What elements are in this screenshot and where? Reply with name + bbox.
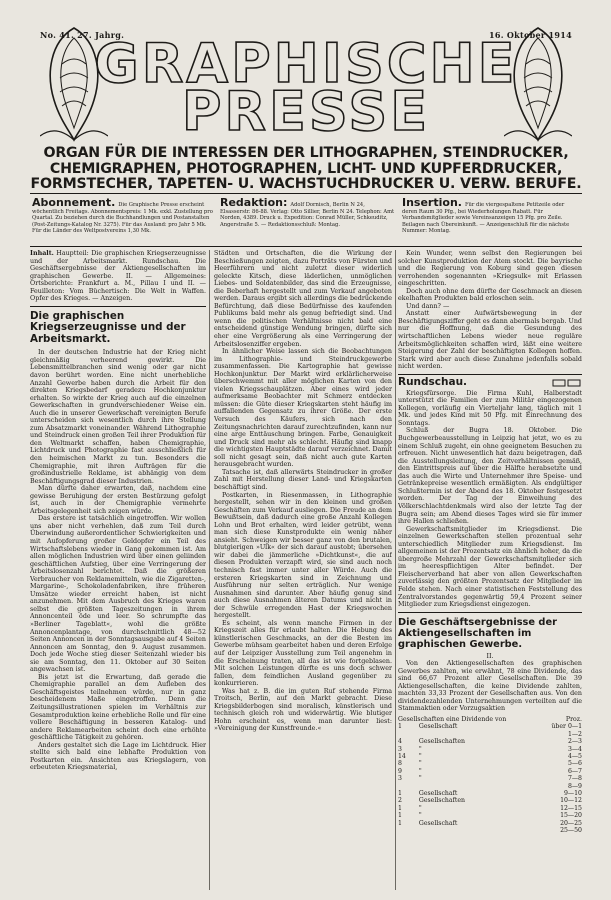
inhalt-label: Inhalt. — [30, 250, 54, 257]
aktien-intro: Von den Aktiengesellschaften des graphischen Gewerbes zahlten, wie erwähnt, 78 eine Dividende, das sind 66,67 Prozent aller Gesellschaften. Die 39 Aktiengesellschaften, die keine Dividende zahlten, machten 33,33 Prozent der Gesellschaften aus. Von den dividendezahlenden Unternehmungen verteilten auf die Stammaktien oder Vorzugsaktien — [398, 660, 582, 713]
table-cell-range: 25—50 — [560, 827, 582, 835]
table-cell-label: " — [418, 804, 422, 812]
table-cell-range: 7—8 — [567, 775, 582, 783]
redaktion-box — [220, 196, 396, 228]
table-cell-label: Gesellschaften — [418, 738, 466, 746]
table-cell-label: " — [418, 753, 422, 761]
table-cell-range: 8—9 — [567, 782, 582, 790]
table-cell-count — [398, 827, 419, 834]
table-row — [398, 738, 582, 745]
redaktion-heading: Redaktion: — [220, 196, 288, 209]
table-row — [398, 731, 582, 738]
article-paragraph: Tatsache ist, daß allerwärts Steindrucker in großer Zahl mit Herstellung dieser Land- und Kriegskarten beschäftigt sind. — [214, 468, 392, 491]
table-cell-count: 8 — [398, 760, 402, 768]
insertion-box — [402, 196, 580, 235]
table-cell-range: 1—2 — [567, 730, 582, 738]
masthead — [30, 18, 582, 193]
article-paragraph: Anders gestaltet sich die Lage im Lichtdruck. Hier stellte sich bald eine lebhafte Produktion von Postkarten ein. Ansichten aus Kriegslagern, von erbeuteten Kriegsmaterial, — [30, 741, 206, 772]
article-paragraph: Postkarten, in Riesenmassen, in Lithographie hergestellt, sehen wir in den kleinen und großen Geschäften zum Verkauf ausliegen. Die Freude an dem Bewußtsein, daß dadurch eine große Anzahl Kollegen Lohn und Brot erhalten, wird leider getrübt, wenn man sich diese Kunstprodukte ein wenig näher ansieht. Schweigen wir besser ganz von den brutalen, blutgierigen »Ulk« der sich darauf austobt; übersehen wir dabei die jämmerliche »Dichtkunst«, die auf diesen Produkten verzapft wird, sie sind auch noch technisch fast immer unter aller Würde. Auch die ersteren Kriegskarten sind in Zeichnung und Ausführung nur selten erträglich. Nur wenige Ausnahmen sind darunter. Aber häufig genug sind auch diese Ausnahmen älteren Datums und nicht in der Schwüle erregenden Hast der Kriegswochen hergestellt. — [214, 491, 392, 620]
insertion-heading: Insertion. — [402, 196, 462, 209]
table-cell-range: 3—4 — [567, 745, 582, 753]
table-cell-count: 2 — [398, 797, 402, 805]
article-paragraph: Bis jetzt ist die Erwartung, daß gerade die Chemigraphie parallel an dem Aufleben des Geschäftsgeistes teilnehmen würde, nur in ganz bescheidenem Maße eingetroffen. Denn die Zeitungsillustrationen spielen im Verhältnis zur Gesamtproduktion keine erhebliche Rolle und für eine vollere Beschäftigung in besseren Katalog- und andere Reklamearbeiten scheint doch eine erhöhte geschäftliche Tätigkeit zu gehören. — [30, 673, 206, 742]
table-row — [398, 746, 582, 753]
divider — [398, 612, 582, 613]
article-paragraph: Kein Wunder, wenn selbst den Regierungen bei solcher Kunstproduktion der Atem stockt. Die bayrische und die Regierung von Koburg sind gegen diesen verrohenden sogenannten »Kriegsulk« mit Erlassen eingeschritten. — [398, 250, 582, 288]
masthead-subtitle: ORGAN FÜR DIE INTERESSEN DER LITHOGRAPHEN, STEINDRUCKER, CHEMIGRAPHEN, PHOTOGRAPHEN, LICHT- UND KUPFERDRUCKER, FORMSTECHER, TAPETEN- U. WACHSTUCHDRUCKER U. VERW. BERUFE. — [30, 145, 582, 192]
table-cell-count: 3 — [398, 745, 402, 753]
dividend-table — [398, 716, 582, 835]
table-row — [398, 827, 582, 834]
table-cell-count — [398, 783, 419, 790]
divider — [398, 374, 582, 375]
ornament-icon — [552, 379, 582, 387]
table-row — [398, 820, 582, 827]
column-2 — [214, 250, 392, 890]
redaktion-text: Adolf Dornisch, Berlin N 24, Elsasserstr. 86-88. Verlag: Otto Sillier, Berlin N 24. Telephon: Amt Norden, 4389. Druck u. Expedition: Conrad Müller, Schkeuditz, Angerstraße 5. — Redaktionsschluß: Montag. — [220, 202, 395, 228]
table-cell-range: 9—10 — [564, 790, 582, 798]
table-cell-label: " — [418, 812, 422, 820]
table-cell-label: Gesellschaft — [418, 790, 458, 798]
article-paragraph: Man dürfte daher erwarten, daß, nachdem eine gewisse Beruhigung der ersten Bestürzung gefolgt ist, auch in der Chemigraphie vermehrte Arbeitsgelegenheit sich zeigen würde. — [30, 485, 206, 515]
article-paragraph: Städten und Ortschaften, die die Wirkung der Beschießungen zeigten, dazu Porträts von Fürsten und Heerführern und nicht zuletzt dieser widerlich geleckte Kitsch, diese läderlichen, unmöglichen Liebes- und Soldatenbilder, das sind die Erzeugnisse, die Beberhaft hergestellt und zum Verkauf angeboten werden. Daraus ergibt sich allerdings die bedrückende Befürchtung, daß diese Bedürfnisse des kaufenden Publikums bald mehr als genug befriedigt sind. Und wenn die politischen Verhältnisse nicht bald eine entscheidend günstige Wendung bringen, dürfte sich eher eine Vergrößerung als eine Verringerung der Arbeitslosenziffer ergeben. — [214, 250, 392, 348]
column-1 — [30, 250, 206, 890]
article-paragraph: In der deutschen Industrie hat der Krieg nicht gleichmäßig verheerend gewirkt. Die Lebensmittelbranchen sind wenig oder gar nicht davon berührt worden. Eine nicht unerhebliche Anzahl Gewerbe haben durch die Arbeit für den direkten Kriegsbedarf geradezu Hochkonjunktur erhalten. So wirkte der Krieg auch auf die einzelnen Gewerkschaften in grundverschiedener Weise ein. Auch die in unserer Gewerkschaft vereinigten Berufe unterscheiden sich wesentlich durch ihre Stellung zum Absatzmarkt voneinander. Während Lithographie und Steindruck einen großen Teil ihrer Produktion für den Weltmarkt schaffen, haben Chemigraphie, Lichtdruck und Photographie fast ausschließlich für den heimischen Markt zu tun. Besonders die Chemigraphie, mit ihren Aufträgen für die großindustrielle Reklame, ist abhängig von dem Beschäftigungsgrad dieser Industrien. — [30, 349, 206, 485]
table-cell-count: 4 — [398, 738, 402, 746]
table-row — [398, 768, 582, 775]
table-cell-label: " — [418, 760, 422, 768]
table-cell-range: 2—3 — [567, 738, 582, 746]
question-line: Und dann? — — [406, 302, 450, 310]
divider — [30, 306, 206, 307]
article-paragraph: Es scheint, als wenn manche Firmen in der Kriegszeit alles für erlaubt halten. Die Hebung des künstlerischen Geschmacks, an der die Besten im Gewerbe mühsam gearbeitet haben und deren Erfolge auf der Leipziger Ausstellung zum Teil angenehm in die Erscheinung traten, all das ist wie fortgeblasen. Mit solchen Leistungen dürfte es uns doch schwer fallen, dem feindlichen Ausland gegenüber zu konkurrieren. — [214, 619, 392, 688]
column-rule — [209, 250, 210, 890]
info-bar — [30, 193, 582, 247]
table-row — [398, 753, 582, 760]
table-cell-label: Gesellschaft — [418, 723, 458, 731]
table-cell-count: 14 — [398, 753, 406, 761]
table-header-left: Gesellschaften eine Dividende von — [398, 715, 507, 723]
table-cell-count: 1 — [398, 723, 402, 731]
table-row — [398, 812, 582, 819]
article-paragraph: In ähnlicher Weise lassen sich die Beobachtungen im Lithographie- und Steindruckgewerbe zusammenfassen. Die Kartographie hat gewisse Hochkonjunktur. Der Markt wird erklärlicherweise überschwemmt mit aller möglichen Karten von den vielen Kriegsschauplätzen. Aber eines wird jeder aufmerksame Beobachter mit Schmerz entdecken müssen: die Güte dieser Kriegskarten steht häufig im auffallenden Gegensatz zu ihrer Größe. Der erste Versuch des Käufers, sich nach den Zeitungsnachrichten darauf zurechtzufinden, kann nur eine arge Enttäuschung bringen. Farbe, Genauigkeit und Druck sind mehr als schlecht. Häufig sind knapp die wichtigsten Hauptstädte darauf verzeichnet. Damit soll nicht gesagt sein, daß nicht auch gute Karten herausgebracht wurden. — [214, 348, 392, 469]
issue-date: 16. Oktober 1914 — [489, 30, 572, 40]
article-paragraph: Das erstere ist tatsächlich eingetroffen. Wir wollen uns aber nicht verhehlen, daß zum Teil durch Überwindung außerordentlicher Schwierigkeiten und mit Aufopferung großer Geldopfer ein Teil des Wirtschaftslebens wieder in Gang gekommen ist. Am allen möglichen Industrien wird über einen geliinden geschäftlichen Aufstieg, über eine Verringerung der Arbeitslosenzahl berichtet. Daß die größeren Verbraucher von Reklamemitteln, wie die Zigaretten-, Margarine-, Schokoladenfabriken, ihre früheren Umsätze wieder erreicht haben, ist nicht anzunehmen. Mit dem Ausbruch des Krieges waren selbst die größten Tageszeitungen in ihrem Annoncenteil öde und leer. So schrumpfte das »Berliner Tageblatt«, wohl die größte Annoncenplantage, von durchschnittlich 48—52 Seiten Annoncen in der Sonntagsausgabe auf 4 Seiten Annoncen am Sonntag, den 9. August zusammen. Doch jede Woche stieg dieser Seitenzahl wieder bis sie am Sonntag, den 11. Oktober auf 30 Seiten angewachsen ist. — [30, 515, 206, 674]
table-cell-count — [398, 731, 419, 738]
table-row — [398, 723, 582, 730]
table-row — [398, 775, 582, 782]
masthead-title-line1: GRAPHISCHE — [94, 32, 518, 95]
article-headline: Die graphischen Kriegserzeugnisse und der Arbeitsmarkt. — [30, 309, 186, 345]
table-row — [398, 790, 582, 797]
table-row — [398, 797, 582, 804]
inhalt-text: Hauptteil: Die graphischen Kriegserzeugnisse und der Arbeitsmarkt. Rundschau. Die Geschäftsergebnisse der Aktiengesellschaften im graphischen Gewerbe. II. — Allgemeines: Ortsberichte: Frankfurt a. M., Pillau I und II. — Feuilleton: Vom Büchertisch: Die Welt in Waffen. Opfer des Krieges. — Anzeigen. — [30, 250, 206, 303]
rundschau-paragraph: Gewerkschaftsmitglieder im Kriegsdienst. Die einzelnen Gewerkschaften stellen prozentual sehr unterschiedlich Mitglieder zum Kriegsdienst. Im allgemeinen ist der Prozentsatz ein ähnlich hoher, da die übergroße Mehrzahl der Gewerkschaftsmitglieder sich im heerespflichtigen Alter befindet. Der Fleischerverband hat aber von allen Gewerkschaften zuverlässig den größten Prozentsatz der Mitglieder im Felde stehen. Nach einer statistischen Feststellung des Zentralvorstandes gegenwärtig 59,4 Prozent seiner Mitglieder zum Kriegsdienst eingezogen. — [398, 525, 582, 609]
table-cell-range: 20—25 — [560, 819, 582, 827]
table-cell-range: 6—7 — [567, 767, 582, 775]
rundschau-heading — [398, 376, 582, 389]
table-cell-count: 3 — [398, 775, 402, 783]
column-3 — [398, 250, 582, 890]
table-header-right: Proz. — [565, 715, 582, 723]
abonnement-box — [32, 196, 214, 235]
table-cell-label — [419, 783, 542, 790]
column-rule — [395, 250, 396, 890]
issue-number: No. 41. 27. Jahrg. — [40, 30, 125, 40]
table-cell-label — [419, 731, 542, 738]
table-row — [398, 783, 582, 790]
table-cell-label: " — [418, 767, 422, 775]
abonnement-heading: Abonnement. — [32, 196, 116, 209]
table-cell-label: " — [418, 745, 422, 753]
insertion-text: Für die viergespaltene Petitzeile oder deren Raum 30 Pfg., bei Wiederholungen Rabatt. Für Verbandsmitglieder sowie Vereinsanzeigen 15 Pfg. pro Zeile. Beilagen nach Übereinkunft. — Anzeigenschluß für die nächste Nummer: Montag. — [402, 202, 570, 235]
table-cell-range: 10—12 — [560, 797, 582, 805]
table-cell-label: Gesellschaften — [418, 797, 466, 805]
table-cell-count: 1 — [398, 804, 402, 812]
rundschau-title: Rundschau. — [398, 376, 468, 389]
abonnement-text: Die Graphische Presse erscheint wöchentlich Freitags. Abonnementspreis: 1 Mk. exkl. Zustellung pro Quartal. Zu beziehen durch die Buchhandlungen und Postanstalten (Post-Zeitungs-Katalog Nr. 3275). Für das Ausland: pro Jahr 5 Mk. Für die Länder des Weltpostvereins 1,30 Mk. — [32, 202, 213, 235]
table-cell-count: 1 — [398, 790, 402, 798]
table-row — [398, 805, 582, 812]
aktien-numeral: II. — [486, 652, 494, 660]
table-cell-label: " — [418, 775, 422, 783]
table-cell-count: 1 — [398, 819, 402, 827]
article-paragraph: Anstatt einer Aufwärtsbewegung in der Beschäftigungsziffer geht es dann abermals bergab. Und nur die Hoffnung, daß die Gesundung des wirtschaftlichen Lebens wieder neue reguläre Arbeitsmöglichkeiten schaffen wird, läßt eine weitere Steigerung der Zahl der beschäftigten Kollegen hoffen. Stark wird aber auch diese Zunahme jedenfalls sobald nicht werden. — [398, 310, 582, 371]
table-header-row — [398, 716, 582, 723]
table-cell-range: 12—15 — [560, 804, 582, 812]
table-cell-range: 15—20 — [560, 812, 582, 820]
table-row — [398, 760, 582, 767]
table-cell-label — [419, 827, 542, 834]
masthead-title-line2: PRESSE — [181, 80, 431, 143]
table-cell-range: über 0—1 — [551, 723, 582, 731]
rundschau-paragraph: Kriegsfürsorge. Die Firma Kuhl, Halberstadt unterstützt die Familien der zum Militär eingezogenen Kollegen, vorläufig ein Vierteljahr lang, täglich mit 1 Mk. und jedes Kind mit 50 Pfg. mit Einrechnung des Sonntags. — [398, 389, 582, 427]
table-cell-count: 9 — [398, 767, 402, 775]
rundschau-paragraph: Schluß der Bugra 18. Oktober. Die Buchgewerbeausstellung in Leipzig hat jetzt, wo es zu einem Schluß zugeht, ein ohne geeignetem Besuchen zu erfreuen. Nicht unwesentlich hat dazu beigetragen, daß die Ausstellungsleitung, den Zeitverhältnissen gemäß, den Eintrittspreis auf über die Hälfte herabsetzte und das auch die Wirte und Unternehmer ihre Speise- und Getränkepreise wesentlich ermäßigten. Als endgültiger Schlußtermin ist der Abend des 18. Oktober festgesetzt worden. Der Tag der Einweihung des Völkerschlachtdenkmals wird also der letzte Tag der Bugra sein; am Abend dieses Tages wird sie für immer ihre Hallen schließen. — [398, 427, 582, 526]
article-paragraph: Doch auch ohne dem dürfte der Geschmack an diesen ekelhaften Produkten bald erloschen sein. — [398, 287, 582, 303]
table-cell-range: 5—6 — [567, 760, 582, 768]
table-cell-label: Gesellschaft — [418, 819, 458, 827]
table-cell-range: 4—5 — [567, 753, 582, 761]
table-of-contents — [30, 250, 206, 303]
aktien-headline: Die Geschäftsergebnisse der Aktiengesellschaften im graphischen Gewerbe. — [398, 616, 557, 650]
article-paragraph: Was hat z. B. die im guten Ruf stehende Firma Troitsch, Berlin, auf den Markt gebracht. Diese Kriegsbilderbogen sind moralisch, künstlerisch und technisch gleich roh und widerwärtig. Wie blutiger Hohn erscheint es, wenn man darunter liest: »Vereinigung der Kunstfreunde.« — [214, 687, 392, 733]
table-cell-count: 1 — [398, 812, 402, 820]
